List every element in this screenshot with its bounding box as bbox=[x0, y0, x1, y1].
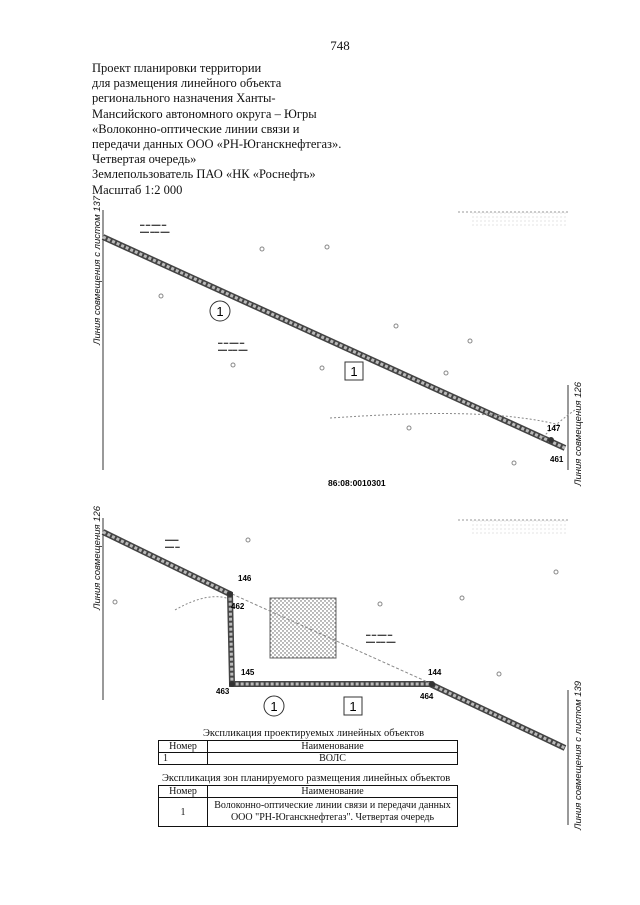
object-label: 1 bbox=[350, 364, 358, 379]
title-line: передачи данных ООО «РН-Юганскнефтегаз». bbox=[92, 137, 342, 152]
title-line: Проект планировки территории bbox=[92, 61, 262, 75]
title-line: регионального назначения Ханты- bbox=[92, 91, 276, 106]
svg-text:▬ ▬ ▬▬ ▬: ▬ ▬ ▬▬ ▬ bbox=[366, 632, 393, 637]
svg-text:▬▬ ▬: ▬▬ ▬ bbox=[165, 544, 180, 549]
title-line: «Волоконно-оптические линии связи и bbox=[92, 121, 300, 136]
top-map bbox=[103, 210, 575, 488]
texture-area bbox=[470, 212, 568, 228]
road-line bbox=[330, 414, 560, 425]
table-projected-objects bbox=[158, 740, 458, 765]
point-label: 146 bbox=[238, 574, 252, 583]
point-label: 463 bbox=[216, 687, 230, 696]
svg-text:▬▬ ▬▬ ▬▬: ▬▬ ▬▬ ▬▬ bbox=[140, 229, 170, 234]
title-line: Мансийского автономного округа – Югры bbox=[92, 106, 317, 121]
table-header: Наименование bbox=[208, 741, 458, 753]
texture-area bbox=[470, 520, 568, 536]
zone-label: 1 bbox=[270, 699, 278, 714]
table-header: Номер bbox=[159, 786, 208, 798]
hatched-area bbox=[270, 598, 336, 658]
table1-caption: Экспликация проектируемых линейных объектов bbox=[203, 728, 425, 739]
table-header: Номер bbox=[159, 741, 208, 753]
zone-label: 1 bbox=[216, 304, 224, 319]
point-label: 462 bbox=[231, 602, 245, 611]
match-line-label-bottom-right: Линия совмещения с листом 139 bbox=[573, 680, 584, 830]
title-line: Масштаб 1:2 000 bbox=[92, 182, 183, 197]
table-cell-line: ООО "РН-Юганскнефтегаз". Четвертая очередь bbox=[230, 812, 435, 823]
page-number: 748 bbox=[330, 38, 350, 53]
point-label: 461 bbox=[550, 455, 564, 464]
survey-point bbox=[548, 437, 554, 443]
object-label: 1 bbox=[349, 699, 357, 714]
match-line-label-top-right: Линия совмещения 126 bbox=[573, 381, 584, 486]
title-line: для размещения линейного объекта bbox=[92, 76, 282, 91]
table-cell: 1 bbox=[159, 798, 208, 827]
table-cell bbox=[208, 798, 458, 827]
table-row bbox=[159, 753, 458, 765]
cadastral-number: 86:08:0010301 bbox=[328, 478, 386, 488]
table2-caption: Экспликация зон планируемого размещения линейных объектов bbox=[162, 773, 451, 784]
table-placement-zones bbox=[158, 785, 458, 827]
match-line-label-top-left: Линия совмещения с листом 137 bbox=[92, 195, 103, 345]
svg-text:▬▬ ▬▬ ▬▬: ▬▬ ▬▬ ▬▬ bbox=[218, 347, 248, 352]
table-cell: ВОЛС bbox=[208, 753, 458, 765]
table-header: Наименование bbox=[208, 786, 458, 798]
point-label: 464 bbox=[420, 692, 434, 701]
svg-text:▬ ▬ ▬▬ ▬: ▬ ▬ ▬▬ ▬ bbox=[218, 340, 245, 345]
svg-text:▬▬▬: ▬▬▬ bbox=[165, 537, 179, 542]
title-line: Землепользователь ПАО «НК «Роснефть» bbox=[92, 167, 316, 182]
table-cell-line: Волоконно-оптические линии связи и передачи данных bbox=[214, 800, 451, 811]
point-label: 147 bbox=[547, 424, 561, 433]
match-line-label-bottom-left: Линия совмещения 126 bbox=[92, 505, 103, 610]
svg-text:▬ ▬ ▬▬ ▬: ▬ ▬ ▬▬ ▬ bbox=[140, 222, 167, 227]
table-cell: 1 bbox=[159, 753, 208, 765]
point-label: 144 bbox=[428, 668, 442, 677]
svg-text:▬▬ ▬▬ ▬▬: ▬▬ ▬▬ ▬▬ bbox=[366, 639, 396, 644]
title-line: Четвертая очередь» bbox=[92, 152, 197, 167]
point-label: 145 bbox=[241, 668, 255, 677]
table-row bbox=[159, 798, 458, 827]
